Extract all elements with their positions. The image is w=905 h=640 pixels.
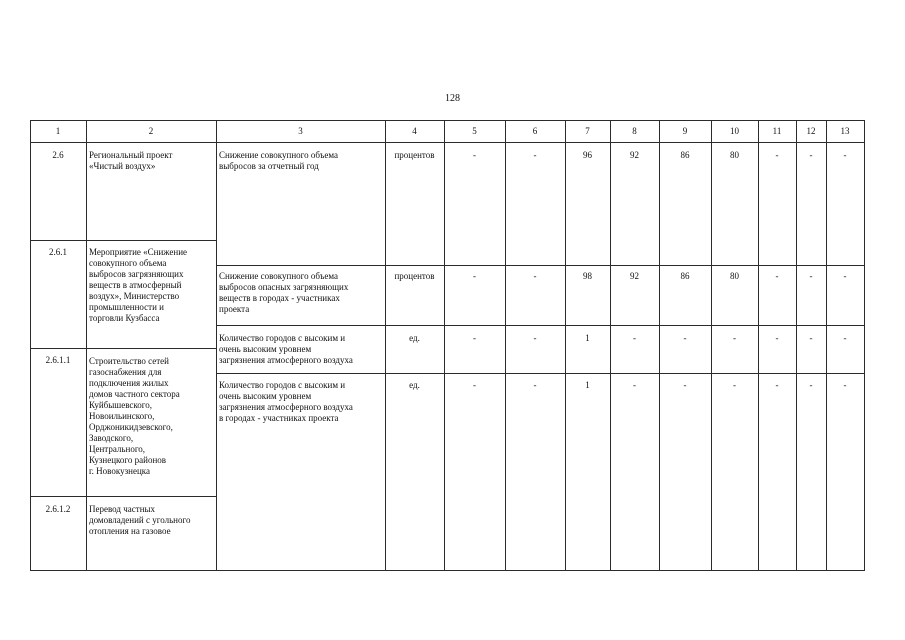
- value-cell: -: [633, 333, 636, 343]
- row-name: домовладений с угольного: [89, 515, 191, 525]
- header-cell: 3: [298, 126, 303, 136]
- indicator-text: Количество городов с высоким и: [219, 380, 346, 390]
- value-cell: -: [809, 380, 813, 390]
- value-cell: -: [473, 150, 476, 160]
- header-cell: 10: [730, 126, 739, 136]
- value-cell: -: [533, 271, 537, 281]
- header-cell: 12: [806, 126, 816, 136]
- value-cell: 80: [730, 150, 739, 160]
- value-cell: -: [843, 380, 847, 390]
- header-cell: 7: [585, 126, 590, 136]
- row-name: выбросов загрязняющих: [89, 269, 184, 279]
- value-cell: -: [843, 333, 847, 343]
- row-name: Кузнецкого районов: [89, 455, 167, 465]
- value-cell: -: [683, 333, 687, 343]
- value-cell: -: [775, 333, 779, 343]
- value-cell: 92: [630, 271, 639, 281]
- value-cell: -: [809, 333, 813, 343]
- value-cell: -: [473, 271, 476, 281]
- indicator-text: очень высоким уровнем: [219, 344, 312, 354]
- value-cell: -: [733, 333, 736, 343]
- row-name: Центрального,: [89, 444, 146, 454]
- value-cell: -: [633, 380, 636, 390]
- header-cell: 8: [632, 126, 637, 136]
- row-name: Региональный проект: [89, 150, 173, 160]
- indicator-text: Снижение совокупного объема: [219, 271, 339, 281]
- row-name: Новоильинского,: [89, 411, 155, 421]
- unit-cell: процентов: [394, 271, 435, 281]
- row-name: отопления на газовое: [89, 526, 171, 536]
- value-cell: -: [733, 380, 736, 390]
- row-name: подключения жилых: [89, 378, 169, 388]
- indicator-text: загрязнения атмосферного воздуха: [219, 355, 353, 365]
- row-name: Орджоникидзевского,: [89, 422, 173, 432]
- row-name: «Чистый воздух»: [89, 161, 156, 171]
- indicator-text: очень высоким уровнем: [219, 391, 312, 401]
- header-cell: 11: [772, 126, 782, 136]
- value-cell: 92: [630, 150, 639, 160]
- row-name: Заводского,: [89, 433, 134, 443]
- unit-cell: ед.: [409, 333, 420, 343]
- value-cell: -: [843, 271, 847, 281]
- row-name: Строительство сетей: [89, 356, 169, 366]
- row-number: 2.6: [52, 150, 64, 160]
- value-cell: -: [775, 380, 779, 390]
- row-name: Мероприятие «Снижение: [89, 247, 188, 257]
- header-cell: 4: [412, 126, 417, 136]
- header-cell: 2: [148, 126, 154, 136]
- value-cell: -: [775, 271, 779, 281]
- value-cell: 98: [583, 271, 592, 281]
- value-cell: -: [809, 150, 813, 160]
- header-cell: 5: [472, 126, 477, 136]
- indicator-text: Снижение совокупного объема: [219, 150, 339, 160]
- value-cell: 1: [585, 380, 590, 390]
- value-cell: 86: [680, 150, 690, 160]
- row-name: воздух», Министерство: [89, 291, 180, 301]
- header-cell: 13: [840, 126, 850, 136]
- value-cell: -: [473, 380, 476, 390]
- value-cell: 80: [730, 271, 739, 281]
- row-name: газоснабжения для: [89, 367, 162, 377]
- header-cell: 1: [55, 126, 61, 136]
- row-name: г. Новокузнецка: [89, 466, 151, 476]
- value-cell: -: [775, 150, 779, 160]
- value-cell: 96: [583, 150, 592, 160]
- header-cell: 9: [682, 126, 688, 136]
- row-name: Перевод частных: [89, 504, 156, 514]
- value-cell: 1: [585, 333, 590, 343]
- indicator-text: выбросов за отчетный год: [219, 161, 319, 171]
- row-number: 2.6.1.2: [45, 504, 71, 514]
- indicator-text: веществ в городах - участниках: [219, 293, 340, 303]
- value-cell: -: [533, 380, 537, 390]
- indicator-text: Количество городов с высоким и: [219, 333, 346, 343]
- indicator-text: в городах - участниках проекта: [219, 413, 339, 423]
- row-name: веществ в атмосферный: [89, 280, 182, 290]
- header-cell: 6: [532, 126, 538, 136]
- unit-cell: ед.: [409, 380, 420, 390]
- page-number: 128: [445, 93, 460, 104]
- value-cell: -: [843, 150, 847, 160]
- value-cell: -: [533, 333, 537, 343]
- value-cell: 86: [680, 271, 690, 281]
- row-number: 2.6.1.1: [45, 355, 71, 365]
- indicator-text: проекта: [219, 304, 250, 314]
- value-cell: -: [683, 380, 687, 390]
- value-cell: -: [533, 150, 537, 160]
- row-name: совокупного объема: [89, 258, 167, 268]
- value-cell: -: [809, 271, 813, 281]
- indicator-text: загрязнения атмосферного воздуха: [219, 402, 353, 412]
- row-name: домов частного сектора: [89, 389, 180, 399]
- row-name: промышленности и: [89, 302, 164, 312]
- row-number: 2.6.1: [49, 247, 67, 257]
- row-name: Куйбышевского,: [89, 400, 153, 410]
- row-name: торговли Кузбасса: [89, 313, 160, 323]
- value-cell: -: [473, 333, 476, 343]
- indicator-text: выбросов опасных загрязняющих: [219, 282, 349, 292]
- unit-cell: процентов: [394, 150, 435, 160]
